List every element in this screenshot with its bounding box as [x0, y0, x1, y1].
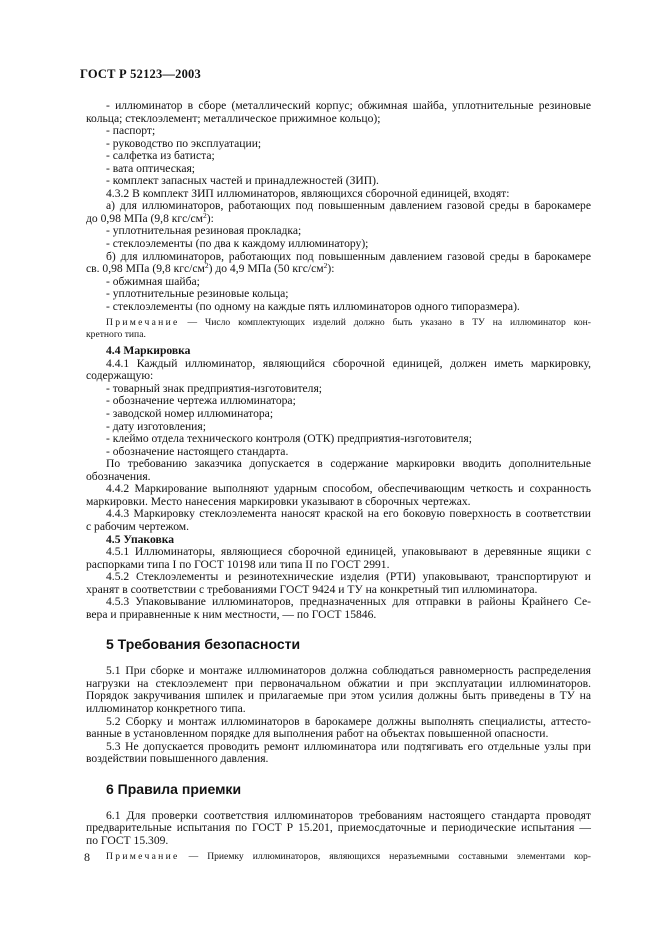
document-code-header: ГОСТ Р 52123—2003 — [80, 67, 201, 81]
text-line: вера и приравненные к ним местности, — по ГОСТ 15846. — [86, 607, 377, 621]
note-line — [86, 317, 591, 329]
list-item: - товарный знак предприятия-изготовителя; — [106, 381, 323, 395]
subsection-title-4-5: 4.5 Упаковка — [106, 532, 175, 546]
text-fragment: св. 0,98 МПа (9,8 кгс/см — [86, 262, 205, 276]
list-item: - клеймо отдела технического контроля (ОТК) предприятия-изготовителя; — [106, 432, 472, 446]
list-item: - обозначение настоящего стандарта. — [106, 444, 289, 458]
note-label: Примечание — [106, 317, 180, 329]
note-line: кретного типа. — [86, 329, 146, 341]
section-title-5: 5 Требования безопасности — [106, 636, 301, 653]
text-line: 4.4.1 Каждый иллюминатор, являющийся сборочной единицей, должен иметь маркировку, — [106, 356, 591, 370]
text-line: б) для иллюминаторов, работающих под повышенным давлением газовой среды в барокамере — [106, 249, 591, 263]
text-line: предварительные испытания по ГОСТ Р 15.201, приемосдаточные и периодические испытания — — [86, 821, 591, 835]
note-label: Примечание — [106, 851, 180, 863]
page-content — [86, 100, 591, 863]
text-line: 4.5.2 Стеклоэлементы и резинотехнические изделия (РТИ) упаковывают, транспортируют и — [106, 570, 591, 584]
text-line: Порядок закручивания шпилек и прилагаемые при этом усилия должны быть приведены в ТУ на — [86, 689, 591, 703]
text-line: - иллюминатор в сборе (металлический корпус; обжимная шайба, уплотнительные резиновые — [106, 99, 591, 112]
text-line: 6.1 Для проверки соответствия иллюминаторов требованиям настоящего стандарта проводят — [106, 808, 591, 822]
text-line: содержащую: — [86, 369, 154, 383]
text-line: хранят в соответствии с требованиями ГОСТ 9424 и ТУ на конкретный тип иллюминатора. — [86, 582, 538, 596]
note-text: — Число комплектующих изделий должно быть указано в ТУ на иллюминатор кон- — [179, 317, 591, 329]
page-number: 8 — [84, 850, 90, 864]
list-item: - салфетка из батиста; — [106, 149, 215, 163]
list-item: - дату изготовления; — [106, 419, 206, 433]
list-item: - руководство по эксплуатации; — [106, 136, 262, 150]
text-line: 4.5.3 Упаковывание иллюминаторов, предназначенных для отправки в районы Крайнего Се- — [106, 595, 591, 609]
list-item: - стеклоэлементы (по два к каждому иллюминатору); — [106, 237, 369, 251]
note-line — [86, 851, 591, 863]
text-fragment: ): — [206, 211, 214, 225]
superscript: 2 — [204, 261, 209, 271]
clause-4-3-2: 4.3.2 В комплект ЗИП иллюминаторов, являющихся сборочной единицей, входят: — [106, 186, 510, 200]
text-line: по ГОСТ 15.309. — [86, 833, 169, 847]
list-item: - комплект запасных частей и принадлежностей (ЗИП). — [106, 174, 379, 188]
text-line: 4.4.2 Маркирование выполняют ударным способом, обеспечивающим четкость и сохранность — [106, 482, 591, 496]
text-line: обозначения. — [86, 469, 151, 483]
text-line — [86, 263, 591, 276]
note-text: — Приемку иллюминаторов, являющихся неразъемными составными элементами кор- — [179, 851, 591, 863]
text-line: 5.1 При сборке и монтаже иллюминаторов должна соблюдаться равномерность распределения — [106, 664, 591, 678]
text-fragment: ): — [327, 262, 335, 276]
text-fragment: до 0,98 МПа (9,8 кгс/см — [86, 211, 203, 225]
text-line: 5.3 Не допускается проводить ремонт иллюминатора или подтягивать его отдельные узлы при — [106, 739, 591, 753]
list-item: - обжимная шайба; — [106, 274, 200, 288]
text-line: иллюминатор конкретного типа. — [86, 701, 246, 715]
text-line: воздействии повышенного давления. — [86, 752, 269, 766]
list-item: - паспорт; — [106, 124, 156, 138]
text-fragment: ) до 4,9 МПа (50 кгс/см — [208, 262, 324, 276]
list-item: - обозначение чертежа иллюминатора; — [106, 394, 296, 408]
text-line: 4.4.3 Маркировку стеклоэлемента наносят краской на его боковую поверхность в соответствии — [106, 507, 591, 521]
subsection-title-4-4: 4.4 Маркировка — [106, 344, 191, 358]
text-line: а) для иллюминаторов, работающих под повышенным давлением газовой среды в барокамере — [106, 199, 591, 213]
superscript: 2 — [203, 210, 207, 220]
list-item: - уплотнительные резиновые кольца; — [106, 287, 289, 301]
list-item: - вата оптическая; — [106, 161, 196, 175]
text-line: распорками типа I по ГОСТ 10198 или типа II по ГОСТ 2991. — [86, 557, 390, 571]
superscript: 2 — [323, 261, 328, 271]
list-item: - уплотнительная резиновая прокладка; — [106, 224, 302, 238]
text-line: По требованию заказчика допускается в содержание маркировки вводить дополнительные — [106, 457, 591, 471]
text-line: 5.2 Сборку и монтаж иллюминаторов в барокамере должны выполнять специалисты, аттесто- — [106, 714, 591, 728]
text-line: 4.5.1 Иллюминаторы, являющиеся сборочной единицей, упаковывают в деревянные ящики с — [106, 545, 591, 559]
list-item: - стеклоэлементы (по одному на каждые пять иллюминаторов одного типоразмера). — [106, 299, 520, 313]
text-line: с рабочим чертежом. — [86, 519, 190, 533]
list-item: - заводской номер иллюминатора; — [106, 407, 274, 421]
section-title-6: 6 Правила приемки — [106, 780, 242, 797]
text-line: ванные в установленном порядке для выполнения работ на объектах повышенной опасности. — [86, 727, 549, 741]
text-line: кольца; стеклоэлемент; металлическое прижимное кольцо); — [86, 111, 381, 125]
text-line: маркировки. Место нанесения маркировки указывают в сборочных чертежах. — [86, 494, 471, 508]
text-line: нагрузки на стеклоэлемент при первоначальном обжатии и при эксплуатации иллюминаторов. — [86, 676, 591, 690]
